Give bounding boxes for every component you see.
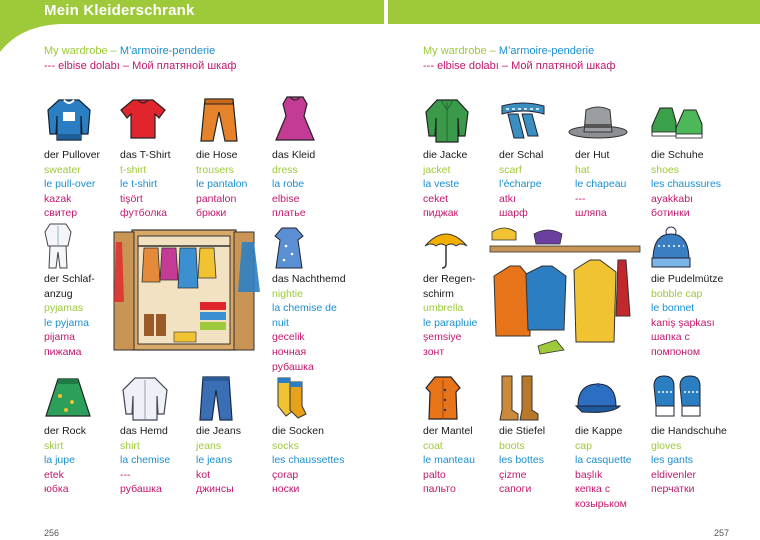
word-english: nightie: [272, 287, 303, 300]
word-russian: шляпа: [575, 207, 607, 220]
subtitle-turkish: elbise dolabı: [58, 60, 120, 72]
word-russian: футболка: [120, 207, 167, 220]
word-german: der Mantel: [423, 425, 473, 437]
word-french: le chapeau: [575, 178, 627, 191]
word-german: die Handschuhe: [651, 425, 727, 437]
entry-kappe: [575, 424, 653, 512]
word-russian: свитер: [44, 207, 78, 220]
word-russian: брюки: [196, 207, 227, 220]
word-english: bobble cap: [651, 287, 703, 300]
shirt-illustration: [120, 374, 170, 422]
word-english: shoes: [651, 163, 680, 176]
pyjamas-illustration: [44, 222, 72, 270]
word-english: shirt: [120, 439, 140, 452]
cap-illustration: [572, 380, 622, 418]
subtitle-english: My wardrobe –: [423, 45, 496, 57]
coat-illustration: [423, 374, 463, 422]
subtitle-dash: ---: [423, 60, 434, 72]
subtitle-turkish: elbise dolabı: [437, 60, 499, 72]
word-english: cap: [575, 439, 592, 452]
word-german: die Socken: [272, 425, 324, 437]
word-german: der Pullover: [44, 149, 101, 161]
word-russian: джинсы: [196, 483, 234, 496]
entry-rock: [44, 424, 122, 497]
word-german: der Schal: [499, 149, 544, 161]
entry-hemd: [120, 424, 198, 497]
word-turkish: şemsiye: [423, 331, 462, 344]
subtitle-russian: Мой платяной шкаф: [511, 60, 616, 72]
entry-pullover: [44, 148, 122, 221]
word-turkish: gecelik: [272, 331, 305, 344]
word-russian: шарф: [499, 207, 528, 220]
shoes-illustration: [650, 98, 704, 142]
entry-tshirt: [120, 148, 198, 221]
subtitle-left: [44, 44, 236, 74]
word-russian: зонт: [423, 345, 445, 358]
word-turkish: eldivenler: [651, 468, 696, 481]
word-turkish: palto: [423, 468, 446, 481]
word-russian: пиджак: [423, 207, 459, 220]
word-russian: перчатки: [651, 483, 695, 496]
word-russian-cont: рубашка: [272, 360, 314, 373]
word-english: skirt: [44, 439, 64, 452]
word-french: le pyjama: [44, 316, 89, 329]
word-turkish: ---: [120, 468, 131, 481]
word-russian-cont: козырьком: [575, 497, 627, 510]
word-english: umbrella: [423, 302, 464, 315]
word-turkish: atkı: [499, 192, 516, 205]
word-russian: юбка: [44, 483, 69, 496]
entry-kleid: [272, 148, 350, 221]
umbrella-illustration: [423, 224, 469, 270]
word-russian: пижама: [44, 345, 82, 358]
subtitle-french: M’armoire-penderie: [498, 45, 595, 57]
hat-illustration: [568, 102, 628, 140]
word-german: die Stiefel: [499, 425, 546, 437]
subtitle-separator: –: [501, 60, 509, 72]
word-turkish: çorap: [272, 468, 299, 481]
word-english: hat: [575, 163, 590, 176]
word-english: coat: [423, 439, 443, 452]
word-russian: рубашка: [120, 483, 162, 496]
entry-nachthemd: [272, 272, 362, 374]
bobble-cap-illustration: [650, 226, 692, 270]
trousers-illustration: [197, 96, 241, 144]
word-german-cont: anzug: [44, 287, 73, 300]
word-english: t-shirt: [120, 163, 147, 176]
socks-illustration: [272, 376, 310, 420]
word-english: gloves: [651, 439, 682, 452]
word-turkish: ayakkabı: [651, 192, 694, 205]
dress-illustration: [272, 94, 318, 144]
word-turkish: pijama: [44, 331, 75, 344]
word-german: die Kappe: [575, 425, 623, 437]
entry-schlafanzug: [44, 272, 122, 360]
page-number-right: 257: [714, 528, 730, 538]
word-english: pyjamas: [44, 302, 84, 315]
word-turkish: tişört: [120, 192, 143, 205]
word-french: le bonnet: [651, 302, 695, 315]
boots-illustration: [498, 374, 542, 422]
word-french: la robe: [272, 178, 305, 191]
entry-socken: [272, 424, 362, 497]
word-german: der Rock: [44, 425, 87, 437]
word-german: das T-Shirt: [120, 149, 171, 161]
entry-stiefel: [499, 424, 577, 497]
entry-schal: [499, 148, 577, 221]
skirt-illustration: [44, 376, 92, 420]
header-bar-left: [0, 0, 384, 24]
word-english: scarf: [499, 163, 522, 176]
word-turkish: kazak: [44, 192, 72, 205]
jeans-illustration: [198, 374, 234, 422]
word-german: der Regen-: [423, 273, 476, 285]
word-english: socks: [272, 439, 299, 452]
entry-hose: [196, 148, 274, 221]
word-russian: шапка с: [651, 331, 690, 344]
page-header: [0, 0, 760, 24]
word-german: der Hut: [575, 149, 610, 161]
word-english: jacket: [423, 163, 451, 176]
word-french: le pull-over: [44, 178, 96, 191]
word-french: la chemise de: [272, 302, 337, 315]
word-french: la casquette: [575, 454, 632, 467]
nightie-illustration: [272, 226, 306, 270]
word-german: das Hemd: [120, 425, 168, 437]
word-turkish: pantalon: [196, 192, 237, 205]
entry-regenschirm: [423, 272, 501, 360]
word-turkish: kaniş şapkası: [651, 316, 715, 329]
word-turkish: etek: [44, 468, 64, 481]
scarf-illustration: [498, 98, 548, 142]
sweater-illustration: [44, 94, 94, 144]
word-german: die Jacke: [423, 149, 468, 161]
word-turkish: ---: [575, 192, 586, 205]
word-french: l’écharpe: [499, 178, 542, 191]
word-russian: кепка с: [575, 483, 611, 496]
header-bar-right: [388, 0, 760, 24]
entry-handschuhe: [651, 424, 751, 497]
word-german: das Nachthemd: [272, 273, 346, 285]
entry-pudelmuetze: [651, 272, 751, 360]
coat-rack-illustration: [486, 226, 644, 366]
word-russian: ботинки: [651, 207, 690, 220]
subtitle-russian: Мой платяной шкаф: [132, 60, 237, 72]
word-french: les gants: [651, 454, 694, 467]
word-french: les chaussures: [651, 178, 722, 191]
word-turkish: elbise: [272, 192, 300, 205]
word-french: le manteau: [423, 454, 475, 467]
word-german: die Pudelmütze: [651, 273, 724, 285]
tshirt-illustration: [119, 96, 167, 142]
word-english: jeans: [196, 439, 222, 452]
word-english: boots: [499, 439, 525, 452]
entry-jacke: [423, 148, 501, 221]
word-french: le parapluie: [423, 316, 478, 329]
word-russian: платье: [272, 207, 306, 220]
word-turkish: ceket: [423, 192, 449, 205]
page-title: Mein Kleiderschrank: [44, 2, 195, 19]
entry-schuhe: [651, 148, 741, 221]
subtitle-right: [423, 44, 615, 74]
word-french: le pantalon: [196, 178, 248, 191]
entry-jeans: [196, 424, 274, 497]
word-english: trousers: [196, 163, 234, 176]
word-turkish: çizme: [499, 468, 527, 481]
subtitle-separator: –: [122, 60, 130, 72]
word-german: die Schuhe: [651, 149, 704, 161]
word-german: das Kleid: [272, 149, 316, 161]
word-german: die Hose: [196, 149, 238, 161]
wardrobe-illustration: [104, 222, 264, 360]
word-german: die Jeans: [196, 425, 241, 437]
entry-mantel: [423, 424, 501, 497]
word-russian-cont: помпоном: [651, 345, 701, 358]
gloves-illustration: [650, 372, 704, 420]
word-turkish: başlık: [575, 468, 603, 481]
subtitle-french: M’armoire-penderie: [119, 45, 216, 57]
word-russian: сапоги: [499, 483, 532, 496]
jacket-illustration: [423, 96, 471, 144]
word-french: la chemise: [120, 454, 171, 467]
subtitle-dash: ---: [44, 60, 55, 72]
word-german-cont: schirm: [423, 287, 454, 300]
word-english: dress: [272, 163, 298, 176]
word-turkish: kot: [196, 468, 211, 481]
word-french: le t-shirt: [120, 178, 158, 191]
word-german: der Schlaf-: [44, 273, 95, 285]
word-french-cont: nuit: [272, 316, 289, 329]
word-french: la jupe: [44, 454, 75, 467]
word-french: le jeans: [196, 454, 233, 467]
word-russian: носки: [272, 483, 300, 496]
word-french: les chaussettes: [272, 454, 345, 467]
entry-hut: [575, 148, 653, 221]
word-french: la veste: [423, 178, 460, 191]
page-number-left: 256: [44, 528, 60, 538]
word-french: les bottes: [499, 454, 544, 467]
word-russian: ночная: [272, 345, 307, 358]
word-english: sweater: [44, 163, 81, 176]
subtitle-english: My wardrobe –: [44, 45, 117, 57]
word-russian: пальто: [423, 483, 456, 496]
